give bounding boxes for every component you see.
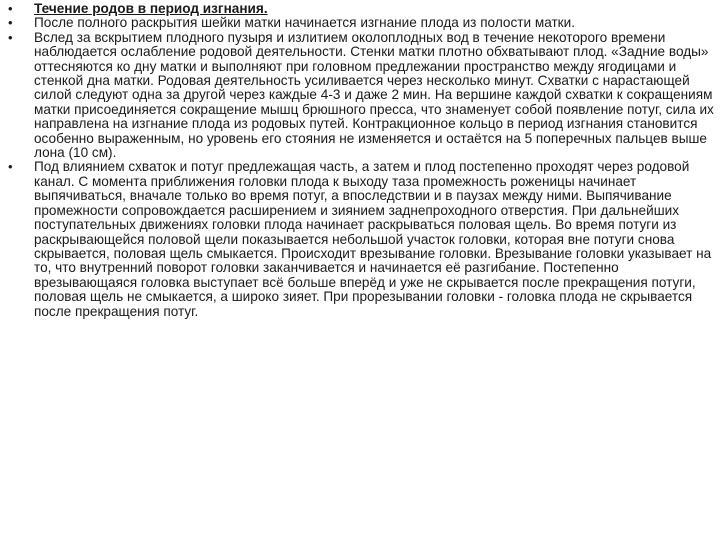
list-item-heading — [0, 2, 716, 16]
list-item — [0, 160, 716, 318]
section-heading: Течение родов в период изгнания. — [34, 1, 268, 16]
paragraph-text: Вслед за вскрытием плодного пузыря и излитием околоплодных вод в течение некоторого времени наблюдается ослабление родовой деятельности. Стенки матки плотно обхватывают плод. «Задние воды» оттесняются ко дну матки и выполняют при головном предлежании пространство между ягодицами и стенкой дна матки. Родовая деятельность усиливается через несколько минут. Схватки с нарастающей силой следуют одна за другой через каждые 4-3 и даже 2 мин. На вершине каждой схватки к сокращениям матки присоединяется сокращение мышц брюшного пресса, что знаменует собой появление потуг, сила их направлена на изгнание плода из родовых путей. Контракционное кольцо в период изгнания становится особенно выраженным, но уровень его стояния не изменяется и остаётся на 5 поперечных пальцев выше лона (10 см). — [34, 29, 714, 161]
paragraph-text: После полного раскрытия шейки матки начинается изгнание плода из полости матки. — [34, 15, 576, 31]
bullet-icon: • — [8, 29, 13, 45]
bullet-icon: • — [8, 159, 13, 175]
bullet-icon: • — [8, 15, 13, 31]
bullet-icon: • — [8, 1, 13, 16]
list-item — [0, 31, 716, 161]
list-item — [0, 16, 716, 30]
paragraph-text: Под влиянием схваток и потуг предлежащая часть, а затем и плод постепенно проходят через родовой канал. С момента приближения головки плода к выходу таза промежность роженицы начинает выпячиваться, вначале только во время потуг, а впоследствии и в паузах между ними. Выпячивание промежности сопровождается расширением и зиянием заднепроходного отверстия. При дальнейших поступательных движениях головки плода начинает раскрываться половая щель. Во время потуги из раскрывающейся половой щели показывается небольшой участок головки, которая вне потуги снова скрывается, половая щель смыкается. Происходит врезывание головки. Врезывание головки указывает на то, что внутренний поворот головки заканчивается и начинается её разгибание. Постепенно врезывающаяся головка выступает всё больше вперёд и уже не скрывается после прекращения потуги, половая щель не смыкается, а широко зияет. При прорезывании головки - головка плода не скрывается после прекращения потуг. — [34, 159, 712, 319]
bullet-list — [0, 2, 716, 319]
